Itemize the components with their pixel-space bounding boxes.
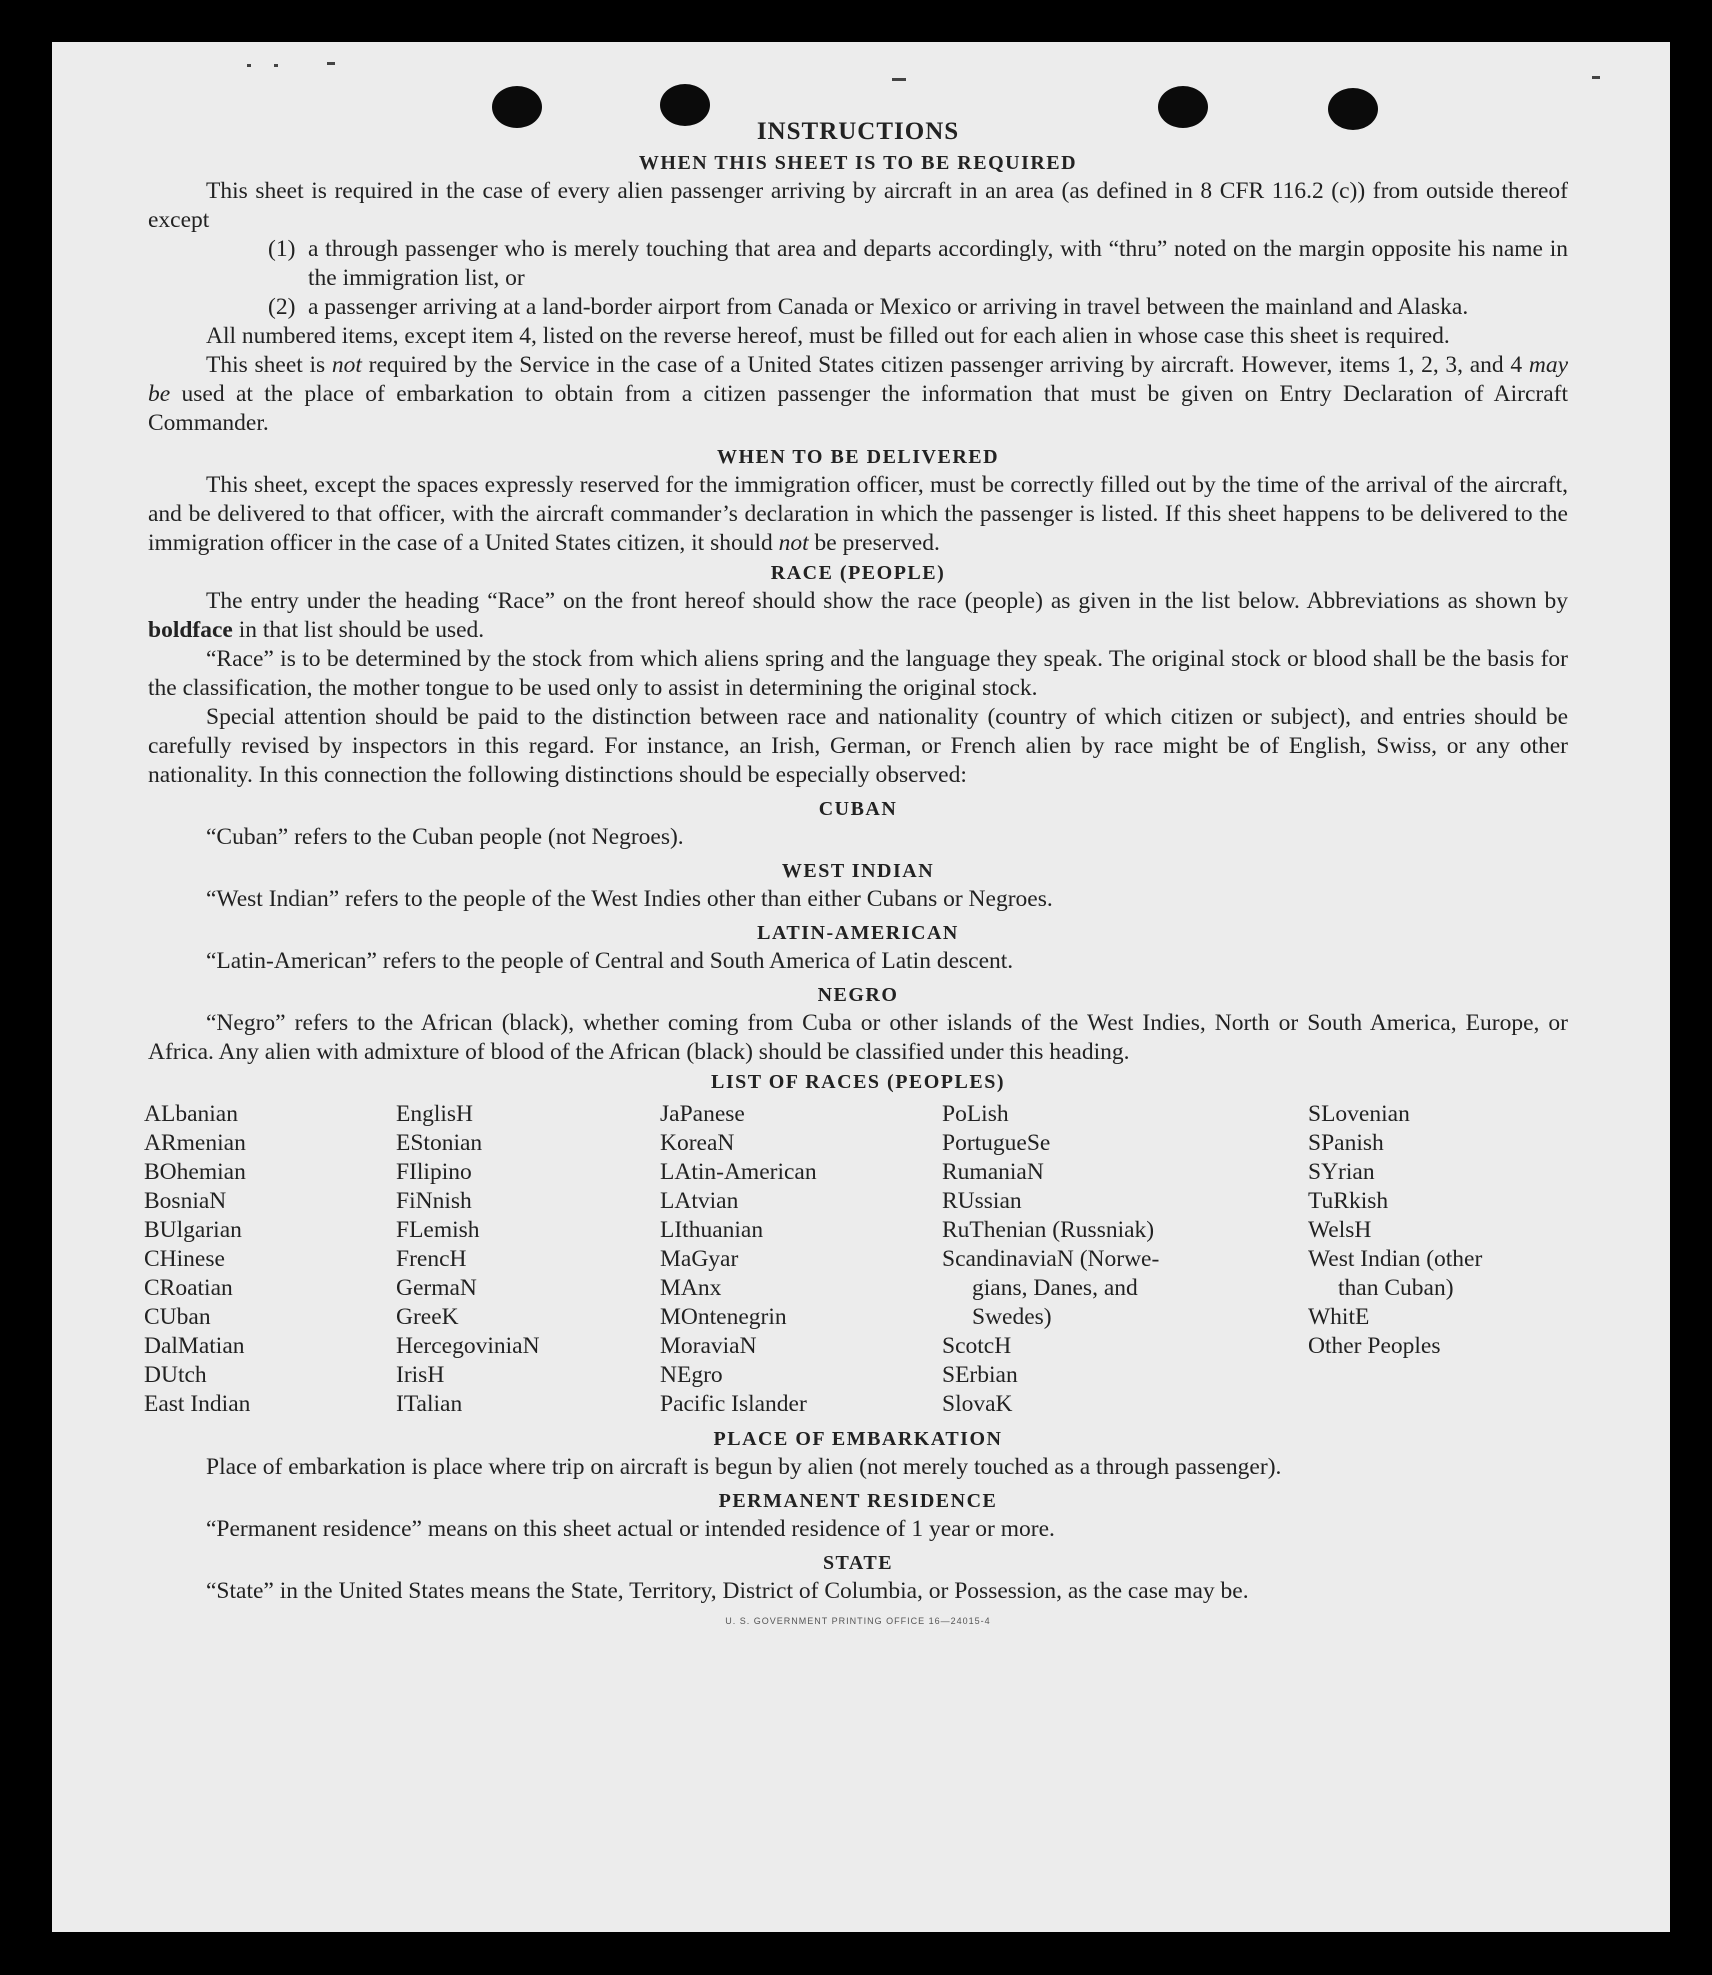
race-entry: DalMatian (144, 1333, 245, 1359)
scan-speck (1592, 76, 1600, 79)
races-column-4 (942, 1100, 1159, 1419)
race-entry: SlovaK (942, 1391, 1013, 1417)
race-entry: LAtvian (660, 1188, 739, 1214)
section-heading: PLACE OF EMBARKATION (713, 1428, 1003, 1450)
race-entry: HercegoviniaN (396, 1333, 540, 1359)
race-entry: FLemish (396, 1217, 480, 1243)
text-run: be preserved. (808, 530, 940, 556)
race-entry: CHinese (144, 1246, 225, 1272)
paragraph (148, 351, 1568, 438)
race-entry: ScotcH (942, 1333, 1012, 1359)
list-item (268, 293, 1568, 322)
race-entry: ScandinaviaN (Norwe- (942, 1246, 1160, 1272)
race-entry: GermaN (396, 1275, 477, 1301)
race-entry: GreeK (396, 1304, 459, 1330)
race-entry: SErbian (942, 1362, 1018, 1388)
item-number: (2) (268, 294, 296, 320)
race-entry: ALbanian (144, 1101, 238, 1127)
paragraph: Special attention should be paid to the distinction between race and nationality (country of which citizen or subject), and entries should be carefully revised by inspectors in this regard. For instance, an Irish, German, or French alien by race might be of English, Swiss, or any other nationality. In this connection the following distinctions should be especially observed: (148, 704, 1568, 788)
race-entry: EnglisH (396, 1101, 474, 1127)
race-entry: East Indian (144, 1391, 251, 1417)
printer-imprint: U. S. GOVERNMENT PRINTING OFFICE 16—24015-4 (725, 1616, 991, 1626)
race-entry: PoLish (942, 1101, 1009, 1127)
races-column-3 (660, 1100, 817, 1419)
section-heading: WHEN THIS SHEET IS TO BE REQUIRED (638, 152, 1078, 174)
paragraph: “Latin-American” refers to the people of Central and South America of Latin descent. (206, 948, 1014, 974)
section-heading: PERMANENT RESIDENCE (718, 1490, 998, 1512)
section-heading: LIST OF RACES (PEOPLES) (710, 1071, 1005, 1093)
paragraph: Place of embarkation is place where trip on aircraft is begun by alien (not merely touched as a through passenger). (206, 1454, 1282, 1480)
paragraph: All numbered items, except item 4, listed on the reverse hereof, must be filled out for each alien in whose case this sheet is required. (206, 323, 1450, 349)
item-text: a passenger arriving at a land-border airport from Canada or Mexico or arriving in travel between the mainland and Alaska. (308, 294, 1469, 320)
race-entry: SLovenian (1308, 1101, 1410, 1127)
race-entry: BosniaN (144, 1188, 227, 1214)
italic-run: not (331, 352, 362, 378)
race-entry: than Cuban) (1338, 1275, 1454, 1301)
italic-run: not (778, 530, 809, 556)
race-entry: WelsH (1308, 1217, 1372, 1243)
section-heading: RACE (PEOPLE) (770, 562, 946, 584)
paragraph (148, 471, 1568, 558)
section-heading: WEST INDIAN (781, 860, 935, 882)
race-entry: CRoatian (144, 1275, 233, 1301)
race-entry: JaPanese (660, 1101, 745, 1127)
scan-speck (274, 64, 278, 67)
race-entry: West Indian (other (1308, 1246, 1483, 1272)
paragraph: “Race” is to be determined by the stock from which aliens spring and the language they speak. The original stock or blood shall be the basis for the classification, the mother tongue to be used only to assist in determining the original stock. (148, 646, 1568, 701)
race-entry: SPanish (1308, 1130, 1384, 1156)
race-entry: KoreaN (660, 1130, 735, 1156)
paragraph: “Negro” refers to the African (black), whether coming from Cuba or other islands of the West Indies, North or South America, Europe, or Africa. Any alien with admixture of blood of the African (black) should be classified under this heading. (148, 1010, 1568, 1065)
bold-run: boldface (148, 617, 233, 643)
page-title: INSTRUCTIONS (756, 118, 960, 145)
section-heading: STATE (822, 1552, 894, 1574)
paragraph: “Cuban” refers to the Cuban people (not Negroes). (206, 824, 684, 850)
race-entry: ITalian (396, 1391, 463, 1417)
paragraph: This sheet is required in the case of every alien passenger arriving by aircraft in an area (as defined in 8 CFR 116.2 (c)) from outside thereof except (148, 178, 1568, 233)
scan-speck (327, 62, 335, 65)
race-entry: FiNnish (396, 1188, 472, 1214)
text-run: This sheet, except the spaces expressly reserved for the immigration officer, must be correctly filled out by the time of the arrival of the aircraft, and be delivered to that officer, with the aircraft commander’s declaration in which the passenger is listed. If this sheet happens to be delivered to the immigration officer in the case of a United States citizen, it should (148, 472, 1568, 556)
section-heading: NEGRO (817, 984, 899, 1006)
item-number: (1) (268, 236, 296, 262)
races-list (144, 1100, 1568, 1420)
text-run: This sheet is (206, 352, 332, 378)
race-entry: PortugueSe (942, 1130, 1051, 1156)
race-entry: Other Peoples (1308, 1333, 1441, 1359)
section-heading: CUBAN (818, 798, 898, 820)
section-heading: LATIN-AMERICAN (757, 922, 959, 944)
race-entry: FIlipino (396, 1159, 472, 1185)
race-entry: TuRkish (1308, 1188, 1389, 1214)
race-entry: SYrian (1308, 1159, 1375, 1185)
race-entry: MoraviaN (660, 1333, 757, 1359)
race-entry: gians, Danes, and (972, 1275, 1138, 1301)
race-entry: MAnx (660, 1275, 722, 1301)
races-column-2 (396, 1100, 540, 1419)
paragraph: “State” in the United States means the State, Territory, District of Columbia, or Possession, as the case may be. (206, 1578, 1249, 1604)
race-entry: BOhemian (144, 1159, 246, 1185)
race-entry: BUlgarian (144, 1217, 242, 1243)
text-run: The entry under the heading “Race” on the front hereof should show the race (people) as given in the list below. Abbreviations as shown by (206, 588, 1568, 614)
text-run: required by the Service in the case of a United States citizen passenger arriving by aircraft. However, items 1, 2, 3, and 4 (361, 352, 1529, 378)
italic-run: may be (148, 352, 1568, 407)
race-entry: ARmenian (144, 1130, 246, 1156)
race-entry: LIthuanian (660, 1217, 764, 1243)
scan-speck (892, 78, 906, 81)
race-entry: EStonian (396, 1130, 483, 1156)
race-entry: WhitE (1308, 1304, 1370, 1330)
race-entry: DUtch (144, 1362, 207, 1388)
race-entry: Pacific Islander (660, 1391, 807, 1417)
race-entry: LAtin-American (660, 1159, 817, 1185)
race-entry: Swedes) (972, 1304, 1052, 1330)
paragraph (148, 587, 1568, 645)
text-run: used at the place of embarkation to obtain from a citizen passenger the information that must be given on Entry Declaration of Aircraft Commander. (148, 381, 1568, 436)
race-entry: RUssian (942, 1188, 1022, 1214)
section-heading: WHEN TO BE DELIVERED (716, 446, 1000, 468)
item-text: a through passenger who is merely touching that area and departs accordingly, with “thru” noted on the margin opposite his name in the immigration list, or (308, 236, 1568, 291)
paragraph: “West Indian” refers to the people of the West Indies other than either Cubans or Negroes. (206, 886, 1053, 912)
races-column-1 (144, 1100, 250, 1419)
instructions-content (144, 118, 1568, 1626)
list-item (268, 235, 1568, 293)
race-entry: IrisH (396, 1362, 445, 1388)
races-column-5 (1308, 1100, 1482, 1361)
race-entry: RumaniaN (942, 1159, 1044, 1185)
scan-speck (247, 64, 251, 67)
race-entry: MOntenegrin (660, 1304, 787, 1330)
text-run: in that list should be used. (232, 617, 485, 643)
race-entry: RuThenian (Russniak) (942, 1217, 1155, 1243)
race-entry: NEgro (660, 1362, 723, 1388)
race-entry: MaGyar (660, 1246, 739, 1272)
paragraph: “Permanent residence” means on this sheet actual or intended residence of 1 year or more. (206, 1516, 1055, 1542)
race-entry: FrencH (396, 1246, 467, 1272)
race-entry: CUban (144, 1304, 211, 1330)
